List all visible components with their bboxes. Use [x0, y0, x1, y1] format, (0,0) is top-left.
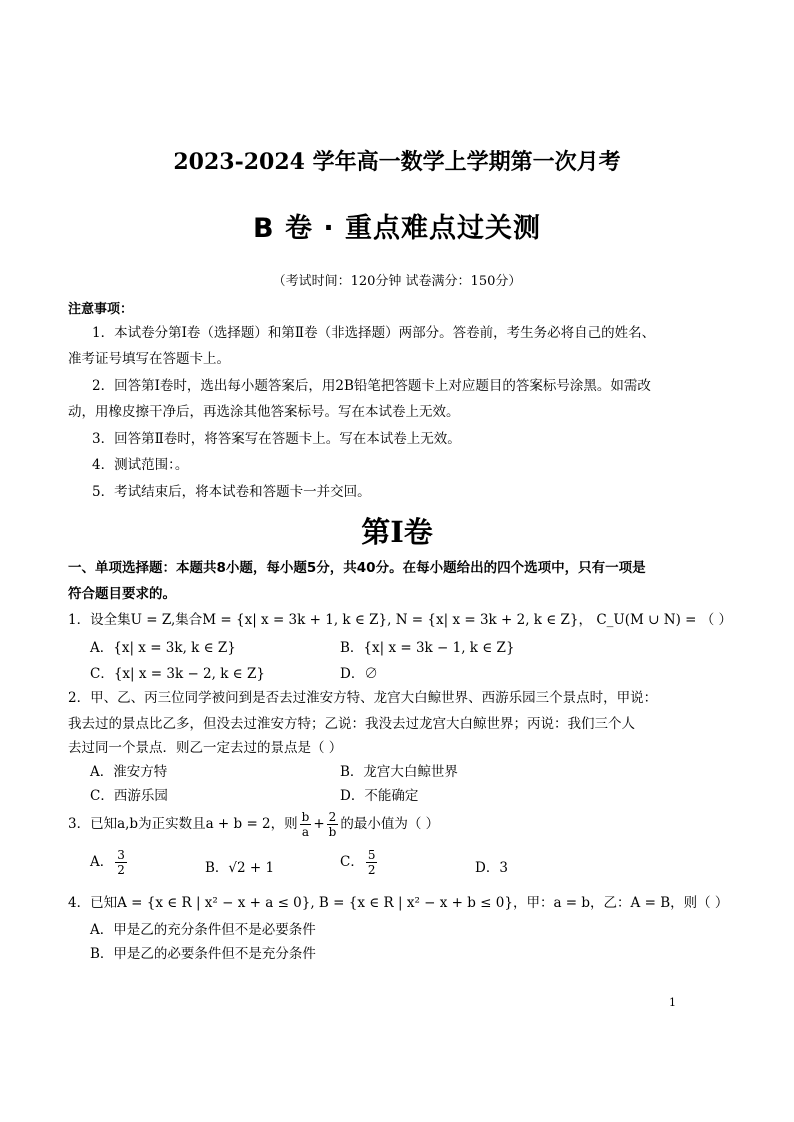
q3-frac-b-over-a — [300, 810, 312, 839]
q3-option-c — [340, 848, 379, 877]
q3-option-a-den: 2 — [117, 863, 125, 877]
q3-option-d: D．3 — [475, 860, 508, 876]
q3-option-a — [90, 848, 129, 877]
notice-item-2-line-2: 动，用橡皮擦干净后，再选涂其他答案标号。写在本试卷上无效。 — [68, 404, 460, 420]
notice-item-1-line-1: 1．本试卷分第Ⅰ卷（选择题）和第Ⅱ卷（非选择题）两部分。答卷前，考生务必将自己的姓名、 — [92, 325, 656, 341]
q4-option-b: B．甲是乙的必要条件但不是充分条件 — [90, 946, 316, 962]
q3-option-c-label: C． — [340, 854, 364, 870]
q4-stem: 4．已知A = {x ∈ R | x² − x + a ≤ 0}, B = {x ∈ R | x² − x + b ≤ 0}，甲：a = b，乙：A = B，则（ ） — [68, 895, 729, 911]
q3-stem-pre: 3．已知a,b为正实数且a + b = 2，则 — [68, 816, 298, 832]
q2-option-c: C．西游乐园 — [90, 788, 168, 804]
q4-option-a: A．甲是乙的充分条件但不是必要条件 — [90, 922, 316, 938]
q1-option-d: D．∅ — [340, 666, 378, 682]
exam-title: 2023-2024 学年高一数学上学期第一次月考 — [173, 149, 621, 175]
q3-option-a-label: A． — [90, 854, 114, 870]
exam-subtitle: B 卷 · 重点难点过关测 — [252, 213, 542, 244]
q3-frac2-den: b — [328, 825, 337, 839]
q3-frac1-num: b — [301, 810, 310, 824]
q3-plus: + — [313, 816, 325, 832]
q3-option-c-num: 5 — [367, 848, 376, 862]
q1-option-a: A．{x| x = 3k, k ∈ Z} — [90, 640, 236, 656]
notice-item-4: 4．测试范围：。 — [92, 457, 189, 473]
notice-item-5: 5．考试结束后，将本试卷和答题卡一并交回。 — [92, 484, 371, 500]
q2-line-3: 去过同一个景点．则乙一定去过的景点是（ ） — [68, 740, 343, 756]
q3-option-a-num: 3 — [117, 848, 125, 862]
q2-line-1: 2．甲、乙、丙三位同学被问到是否去过淮安方特、龙宫大白鲸世界、西游乐园三个景点时，甲说： — [68, 690, 658, 706]
q3-frac-2-over-b — [327, 810, 339, 839]
q3-stem-post: 的最小值为（ ） — [340, 816, 440, 832]
q3-option-c-den: 2 — [367, 863, 376, 877]
q3-stem — [68, 810, 439, 839]
q3-option-a-frac — [115, 848, 127, 877]
notice-item-3: 3．回答第Ⅱ卷时，将答案写在答题卡上。写在本试卷上无效。 — [92, 431, 461, 447]
q3-frac1-den: a — [301, 825, 310, 839]
q3-option-b: B．√2 + 1 — [205, 860, 275, 876]
notice-item-1-line-2: 准考证号填写在答题卡上。 — [68, 351, 230, 367]
q2-option-d: D．不能确定 — [340, 788, 419, 804]
section-desc-line-2: 符合题目要求的。 — [68, 586, 176, 602]
notice-item-2-line-1: 2．回答第Ⅰ卷时，选出每小题答案后，用2B铅笔把答题卡上对应题目的答案标号涂黑。如需改 — [92, 378, 651, 394]
notice-heading: 注意事项： — [68, 302, 134, 317]
section-title: 第Ⅰ卷 — [361, 515, 433, 549]
q1-option-c: C．{x| x = 3k − 2, k ∈ Z} — [90, 666, 265, 682]
section-desc-line-1: 一、单项选择题：本题共8小题，每小题5分，共40分。在每小题给出的四个选项中，只有一项是 — [68, 560, 646, 576]
q2-option-a: A．淮安方特 — [90, 764, 168, 780]
q3-option-c-frac — [366, 848, 378, 877]
q1-stem: 1．设全集U = Z,集合M = {x| x = 3k + 1, k ∈ Z}, N = {x| x = 3k + 2, k ∈ Z}， C_U(M ∪ N) = （ ） — [68, 612, 733, 628]
page-number: 1 — [669, 996, 676, 1009]
exam-info: （考试时间：120分钟 试卷满分：150分） — [272, 274, 522, 289]
q2-line-2: 我去过的景点比乙多，但没去过淮安方特；乙说：我没去过龙宫大白鲸世界；丙说：我们三个人 — [68, 716, 635, 732]
q1-option-b: B．{x| x = 3k − 1, k ∈ Z} — [340, 640, 515, 656]
q3-frac2-num: 2 — [327, 810, 339, 825]
q2-option-b: B．龙宫大白鲸世界 — [340, 764, 458, 780]
